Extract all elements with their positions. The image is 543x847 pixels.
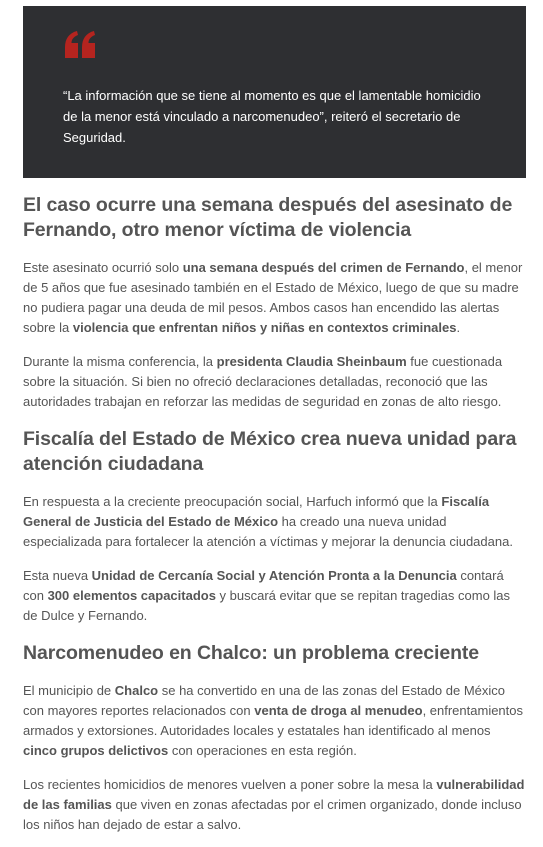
bold-text: cinco grupos delictivos — [23, 743, 169, 758]
paragraph: Durante la misma conferencia, la presidenta Claudia Sheinbaum fue cuestionada sobre la situación. Si bien no ofreció declaraciones detalladas, reconoció que las autoridades trabajan en reforzar las medidas de seguridad en zonas de alto riesgo. — [23, 354, 503, 409]
bold-text: presidenta Claudia Sheinbaum — [216, 354, 407, 369]
section-heading: Narcomenudeo en Chalco: un problema creciente — [23, 642, 480, 664]
paragraph: El municipio de Chalco se ha convertido en una de las zonas del Estado de México con mayores reportes relacionados con venta de droga al menudeo, enfrentamientos armados y extorsiones. Autoridades locales y estatales han identificado al menos cinco grupos delictivos con operaciones en esta región. — [23, 683, 524, 758]
article-body — [23, 193, 528, 835]
bold-text: venta de droga al menudeo — [254, 703, 423, 718]
section-heading: El caso ocurre una semana después del asesinato de Fernando, otro menor víctima de violencia — [23, 194, 513, 241]
paragraph: Los recientes homicidios de menores vuelven a poner sobre la mesa la vulnerabilidad de las familias que viven en zonas afectadas por el crimen organizado, donde incluso los niños han dejado de estar a salvo. — [23, 777, 525, 832]
paragraph: Este asesinato ocurrió solo una semana después del crimen de Fernando, el menor de 5 años que fue asesinado también en el Estado de México, luego de que su madre no pudiera pagar una deuda de mil pesos. Ambos casos han encendido las alertas sobre la violencia que enfrentan niños y niñas en contextos criminales. — [23, 260, 523, 335]
bold-text: violencia que enfrentan niños y niñas en contextos criminales — [72, 320, 457, 335]
bold-text: 300 elementos capacitados — [47, 588, 216, 603]
section-heading: Fiscalía del Estado de México crea nueva unidad para atención ciudadana — [23, 428, 517, 475]
bold-text: Chalco — [114, 683, 159, 698]
bold-text: una semana después del crimen de Fernando — [182, 260, 465, 275]
bold-text: Fiscalía General de Justicia del Estado de México — [23, 494, 490, 529]
paragraph: Esta nueva Unidad de Cercanía Social y Atención Pronta a la Denuncia contará con 300 elementos capacitados y buscará evitar que se repitan tragedias como las de Dulce y Fernando. — [23, 568, 511, 623]
paragraph: En respuesta a la creciente preocupación social, Harfuch informó que la Fiscalía General de Justicia del Estado de México ha creado una nueva unidad especializada para fortalecer la atención a víctimas y mejorar la denuncia ciudadana. — [23, 494, 513, 549]
quote-mark-icon — [63, 30, 97, 58]
pull-quote — [23, 6, 526, 178]
quote-text: “La información que se tiene al momento es que el lamentable homicidio de la menor está vinculado a narcomenudeo”, reiteró el secretario de Seguridad. — [63, 88, 481, 145]
bold-text: vulnerabilidad de las familias — [23, 777, 525, 812]
bold-text: Unidad de Cercanía Social y Atención Pronta a la Denuncia — [91, 568, 457, 583]
